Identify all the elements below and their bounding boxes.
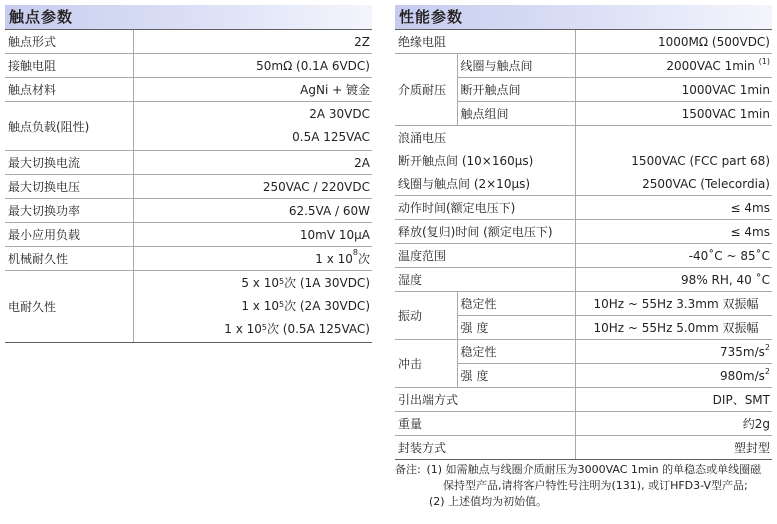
row-value: ≤ 4ms [575,220,772,244]
row-value: 62.5VA / 60W [133,199,372,223]
row-value: AgNi + 镀金 [133,78,372,102]
row-label: 接触电阻 [5,54,133,78]
contact-parameters-title: 触点参数 [5,5,372,29]
value-text: 2000VAC 1min [666,58,755,73]
table-row [5,175,372,199]
row-value: 50mΩ (0.1A 6VDC) [133,54,372,78]
row-value: 1000VAC 1min [575,78,772,102]
value-text: 1 x 10 [224,322,262,336]
row-value [575,126,772,150]
row-value [133,247,372,271]
row-label: 封装方式 [395,436,575,460]
row-sublabel: 线圈与触点间 (2×10μs) [395,172,575,196]
exponent: 8 [352,248,358,257]
row-label: 介质耐压 [395,54,457,126]
row-value: DIP、SMT [575,388,772,412]
row-value: 98% RH, 40 ˚C [575,268,772,292]
row-label: 触点负载(阻性) [5,102,133,151]
row-label: 温度范围 [395,244,575,268]
notes-label: 备注: [395,463,421,476]
row-label: 机械耐久性 [5,247,133,271]
row-label: 最大切换功率 [5,199,133,223]
table-row [395,149,772,172]
exponent: 2 [764,342,770,352]
table-row [5,151,372,175]
value-text: 980m/s [720,368,765,383]
table-row [5,271,372,343]
row-value: 约2g [575,412,772,436]
row-label: 触点材料 [5,78,133,102]
table-row [5,199,372,223]
row-sublabel: 线圈与触点间 [457,54,575,78]
row-value [133,102,372,151]
row-label: 触点形式 [5,30,133,54]
performance-parameters-table [395,29,772,460]
row-sublabel: 强 度 [457,316,575,340]
row-value: 塑封型 [575,436,772,460]
table-row [395,388,772,412]
value-line [137,295,371,318]
value-text: 次 (2A 30VDC) [284,299,370,313]
row-value: 250VAC / 220VDC [133,175,372,199]
table-row [5,54,372,78]
table-row [395,244,772,268]
note-1 [395,462,772,478]
row-label: 重量 [395,412,575,436]
performance-parameters-panel [395,5,772,510]
value-unit: 次 [357,252,370,266]
table-row [395,292,772,316]
table-row [5,247,372,271]
row-value: 10Hz ~ 55Hz 5.0mm 双振幅 [575,316,772,340]
table-row [5,223,372,247]
row-label: 最大切换电流 [5,151,133,175]
value-text: 5 x 10 [241,276,279,290]
exponent: 2 [764,366,770,376]
row-value: 2A [133,151,372,175]
row-label: 最小应用负载 [5,223,133,247]
row-sublabel: 触点组间 [457,102,575,126]
row-label: 绝缘电阻 [395,30,575,54]
value-line [137,272,371,295]
table-row [395,412,772,436]
note-1-text: (1) 如需触点与线圈介质耐压为3000VAC 1min 的单稳态或单线圈磁 [426,463,762,476]
row-value [575,340,772,364]
table-row [5,102,372,151]
footnote-ref: (1) [758,56,770,66]
note-2: (2) 上述值均为初始值。 [429,495,548,508]
row-value: 2Z [133,30,372,54]
row-label: 湿度 [395,268,575,292]
exponent: 5 [278,277,285,286]
table-row [5,78,372,102]
table-row [5,30,372,54]
performance-parameters-title: 性能参数 [395,5,772,29]
row-value: 2500VAC (Telecordia) [575,172,772,196]
row-sublabel: 断开触点间 [457,78,575,102]
row-sublabel: 稳定性 [457,340,575,364]
table-row [395,220,772,244]
row-sublabel: 断开触点间 (10×160μs) [398,154,534,168]
table-row [395,30,772,54]
value-text: 次 (0.5A 125VAC) [266,322,370,336]
row-sublabel: 稳定性 [457,292,575,316]
row-label: 最大切换电压 [5,175,133,199]
table-row [395,340,772,364]
value-text: 735m/s [720,344,765,359]
row-value: ≤ 4ms [575,196,772,220]
row-value [575,364,772,388]
row-value: 10mV 10μA [133,223,372,247]
row-sublabel: 强 度 [457,364,575,388]
row-value [575,54,772,78]
table-row [395,172,772,196]
value-line: 0.5A 125VAC [292,130,370,144]
note-1-continued: 保持型产品,请将客户特性号注明为(131), 或订HFD3-V型产品; [443,479,748,492]
table-row [395,54,772,78]
table-row [395,126,772,150]
row-label: 浪涌电压 [398,131,447,145]
value-line [137,318,371,341]
table-row [395,196,772,220]
value-text: 1 x 10 [315,252,353,266]
row-value: 10Hz ~ 55Hz 3.3mm 双振幅 [575,292,772,316]
row-value: 1500VAC 1min [575,102,772,126]
value-text: 次 (1A 30VDC) [284,276,370,290]
exponent: 5 [261,323,267,332]
row-value: -40˚C ~ 85˚C [575,244,772,268]
row-label: 引出端方式 [395,388,575,412]
contact-parameters-panel [5,5,372,343]
row-label: 动作时间(额定电压下) [395,196,575,220]
row-value: 1500VAC (FCC part 68) [575,149,772,172]
exponent: 5 [278,300,285,309]
value-text: 1 x 10 [241,299,279,313]
row-label: 振动 [395,292,457,340]
contact-parameters-table [5,29,372,343]
table-row [395,268,772,292]
notes-block [395,462,772,510]
value-line: 2A 30VDC [309,107,370,121]
row-value [133,271,372,343]
row-label: 冲击 [395,340,457,388]
row-label: 释放(复归)时间 (额定电压下) [395,220,575,244]
row-value: 1000MΩ (500VDC) [575,30,772,54]
table-row [395,436,772,460]
row-label: 电耐久性 [5,271,133,343]
